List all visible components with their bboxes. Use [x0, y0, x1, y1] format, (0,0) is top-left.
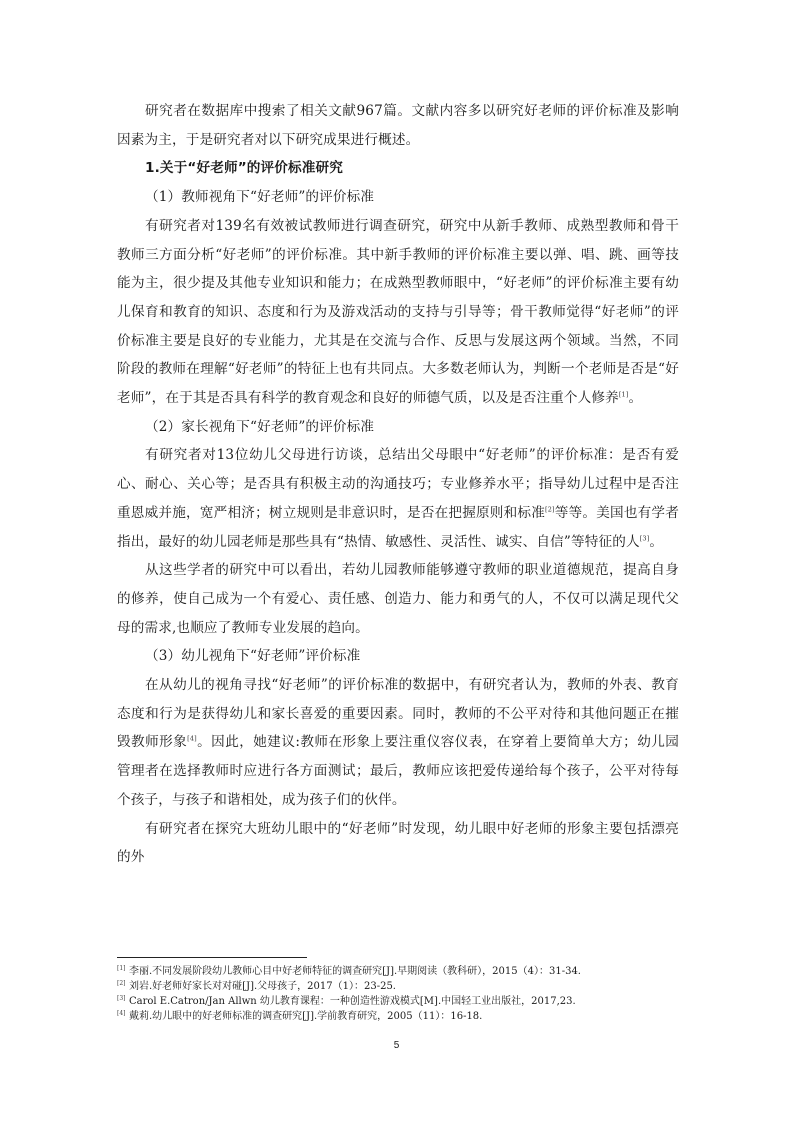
paragraph-text: 有研究者对13位幼儿父母进行访谈，总结出父母眼中“好老师”的评价标准：是否有爱心、耐心、关心等；是否具有积极主动的沟通技巧；专业修养水平；指导幼儿过程中是否注重恩威并施，宽严相济；树立规则是非意识时，是否在把握原则和标准	[117, 447, 679, 521]
citation-4: [4]	[187, 734, 197, 743]
footnote: [2] 刘岩.好老师好家长对对碰[J].父母孩子，2017（1）：23-25.	[117, 979, 396, 992]
footnote-divider	[117, 957, 307, 958]
paragraph-text: 在从幼儿的视角寻找“好老师”的评价标准的数据中，有研究者认为，教师的外表、教育态度和行为是获得幼儿和家长喜爱的重要因素。同时，教师的不公平对待和其他问题正在摧毁教师形象	[117, 677, 679, 751]
citation-2: [2]	[545, 505, 555, 514]
footnotes	[117, 964, 679, 1024]
paragraph-end: 。	[628, 390, 643, 407]
paragraph-text: 等等。美国也有学者指出，最好的幼儿园老师是那些具有“热情、敏感性、灵活性、诚实、自信”等特征的人	[117, 504, 679, 550]
subheading-teacher-view: （1）教师视角下“好老师”的评价标准	[145, 189, 375, 206]
paragraph-intro: 研究者在数据库中搜索了相关文献967篇。文献内容多以研究好老师的评价标准及影响因素为主，于是研究者对以下研究成果进行概述。	[117, 103, 679, 148]
paragraph-text: 。因此，她建议:教师在形象上要注重仪容仪表，在穿着上要简单大方；幼儿园管理者在选择教师时应进行各方面测试；最后，教师应该把爱传递给每个孩子，公平对待每个孩子，与孩子和谐相处，成为孩子们的伙伴。	[117, 734, 680, 808]
footnote-text: Carol E.Catron/Jan Allwn 幼儿教育课程：一种创造性游戏模式[M].中国轻工业出版社，2017,23.	[129, 996, 576, 1007]
subheading-child-view: （3）幼儿视角下“好老师”评价标准	[145, 648, 361, 665]
paragraph-summary: 从这些学者的研究中可以看出，若幼儿园教师能够遵守教师的职业道德规范，提高自身的修养，使自己成为一个有爱心、责任感、创造力、能力和勇气的人，不仅可以满足现代父母的需求,也顺应了教师专业发展的趋向。	[117, 562, 679, 636]
paragraph-continuation: 有研究者在探究大班幼儿眼中的“好老师”时发现，幼儿眼中好老师的形象主要包括漂亮的外	[117, 820, 679, 866]
paragraph-teacher-view	[117, 212, 679, 413]
paragraph-child-view	[117, 671, 679, 815]
citation-3: [3]	[639, 534, 650, 543]
footnote-text: 戴莉.幼儿眼中的好老师标准的调查研究[J].学前教育研究，2005（11）：16-18.	[129, 1011, 483, 1022]
footnote: [1] 李丽.不同发展阶段幼儿教师心目中好老师特征的调查研究[J].早期阅读（教科研），2015（4）：31-34.	[117, 964, 581, 977]
paragraph-text: 有研究者对139名有效被试教师进行调查研究，研究中从新手教师、成熟型教师和骨干教师三方面分析“好老师”的评价标准。其中新手教师的评价标准主要以弹、唱、跳、画等技能为主，很少提及其他专业知识和能力；在成熟型教师眼中，“好老师”的评价标准主要有幼儿保育和教育的知识、态度和行为及游戏活动的支持与引导等；骨干教师觉得“好老师”的评价标准主要是良好的专业能力，尤其是在交流与合作、反思与发展这两个领域。当然，不同阶段的教师在理解“好老师”的特征上也有共同点。大多数老师认为，判断一个老师是否是“好老师”，在于其是否具有科学的教育观念和良好的师德气质，以及是否注重个人修养	[117, 217, 679, 407]
paragraph-parent-view	[117, 441, 679, 556]
citation-1: [1]	[618, 390, 629, 399]
body-text	[117, 97, 679, 872]
page-number: 5	[393, 1040, 400, 1051]
footnote-text: 刘岩.好老师好家长对对碰[J].父母孩子，2017（1）：23-25.	[129, 981, 396, 992]
section-heading: 1.关于“好老师”的评价标准研究	[145, 160, 344, 177]
footnote-text: 李丽.不同发展阶段幼儿教师心目中好老师特征的调查研究[J].早期阅读（教科研），2015（4）：31-34.	[129, 966, 581, 977]
footnote: [4] 戴莉.幼儿眼中的好老师标准的调查研究[J].学前教育研究，2005（11）：16-18.	[117, 1009, 483, 1022]
footnote: [3] Carol E.Catron/Jan Allwn 幼儿教育课程：一种创造性游戏模式[M].中国轻工业出版社，2017,23.	[117, 994, 576, 1007]
paragraph-end: 。	[649, 533, 664, 550]
subheading-parent-view: （2）家长视角下“好老师”的评价标准	[145, 418, 375, 435]
